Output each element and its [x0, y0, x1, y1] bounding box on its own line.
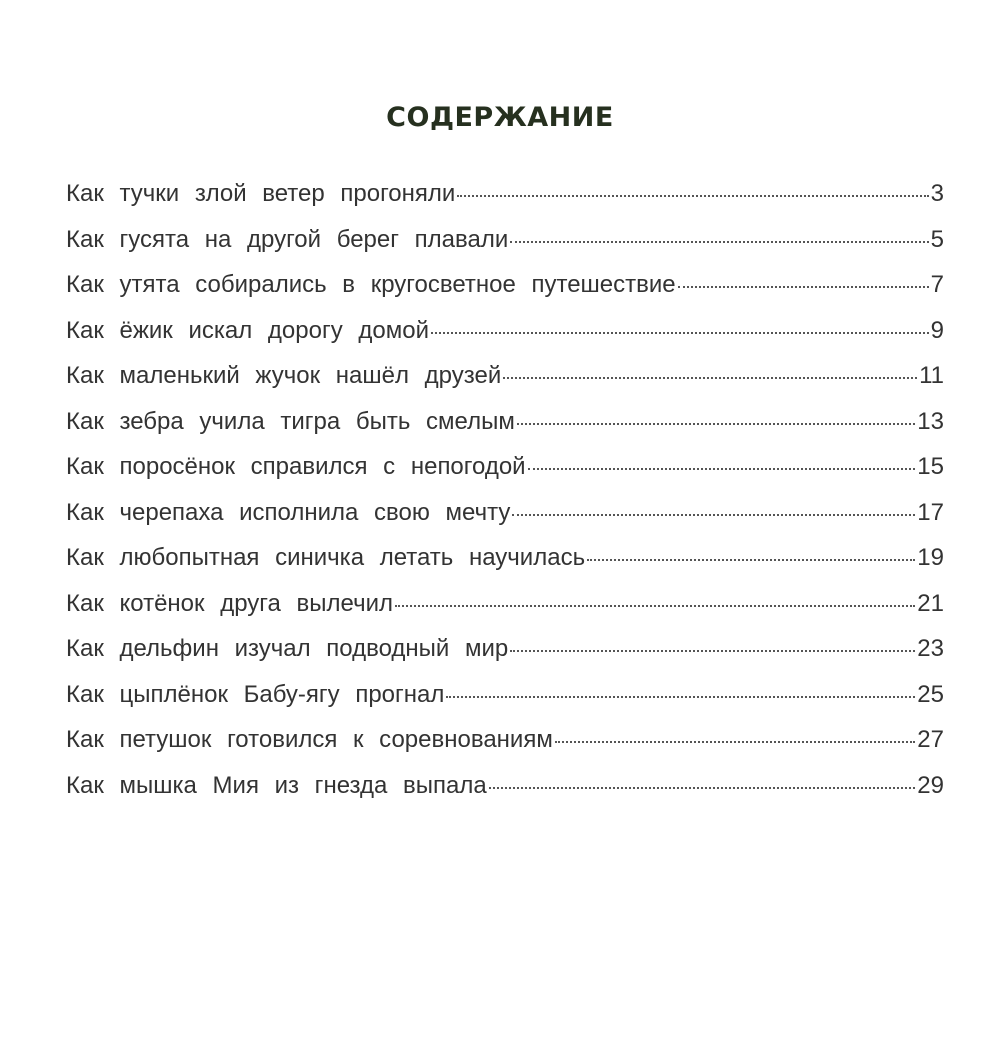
dot-leader	[512, 514, 915, 516]
toc-entry-title: Как поросёнок справился с непогодой	[66, 453, 526, 480]
toc-entry[interactable]	[66, 726, 944, 772]
toc-entry-title: Как петушок готовился к соревнованиям	[66, 726, 553, 753]
dot-leader	[489, 787, 916, 789]
toc-entry-title: Как тучки злой ветер прогоняли	[66, 180, 456, 207]
dot-leader	[678, 286, 929, 288]
dot-leader	[528, 468, 916, 470]
toc-entry[interactable]	[66, 271, 944, 317]
toc-entry-page: 3	[930, 180, 944, 207]
toc-entry[interactable]	[66, 635, 944, 681]
table-of-contents	[66, 180, 944, 817]
dot-leader	[555, 741, 915, 743]
toc-entry-page: 13	[917, 407, 944, 435]
toc-entry-page: 21	[917, 589, 944, 617]
toc-entry-page: 11	[919, 362, 944, 389]
toc-entry[interactable]	[66, 499, 944, 545]
toc-entry[interactable]	[66, 317, 944, 363]
toc-entry[interactable]	[66, 226, 944, 272]
dot-leader	[431, 332, 929, 334]
toc-entry-title: Как зебра учила тигра быть смелым	[66, 407, 515, 435]
toc-entry[interactable]	[66, 453, 944, 499]
toc-entry-title: Как котёнок друга вылечил	[66, 589, 393, 617]
toc-entry-title: Как любопытная синичка летать научилась	[66, 544, 586, 571]
toc-entry-page: 5	[930, 225, 944, 253]
dot-leader	[510, 241, 928, 243]
toc-entry-title: Как цыплёнок Бабу-ягу прогнал	[66, 680, 445, 708]
toc-entry-title: Как ёжик искал дорогу домой	[66, 316, 429, 344]
toc-entry-title: Как черепаха исполнила свою мечту	[66, 498, 511, 526]
toc-entry-title: Как мышка Мия из гнезда выпала	[66, 771, 487, 799]
toc-entry-page: 29	[917, 771, 944, 799]
toc-entry-page: 15	[917, 453, 944, 480]
toc-entry-title: Как маленький жучок нашёл друзей	[66, 362, 502, 389]
dot-leader	[587, 559, 915, 561]
toc-entry-page: 25	[917, 680, 944, 708]
toc-entry[interactable]	[66, 590, 944, 636]
toc-entry-page: 19	[917, 544, 944, 571]
toc-entry-title: Как гусята на другой берег плавали	[66, 225, 509, 253]
dot-leader	[517, 423, 915, 425]
toc-entry-page: 27	[917, 726, 944, 753]
dot-leader	[457, 195, 928, 197]
toc-entry-page: 17	[917, 498, 944, 526]
page-title: СОДЕРЖАНИЕ	[386, 102, 614, 133]
toc-entry[interactable]	[66, 180, 944, 226]
toc-entry[interactable]	[66, 362, 944, 408]
toc-entry-page: 7	[930, 271, 944, 298]
toc-entry[interactable]	[66, 544, 944, 590]
toc-entry-page: 23	[917, 635, 944, 662]
toc-entry-title: Как утята собирались в кругосветное путешествие	[66, 271, 676, 298]
dot-leader	[510, 650, 915, 652]
toc-entry-title: Как дельфин изучал подводный мир	[66, 635, 509, 662]
dot-leader	[395, 605, 915, 607]
dot-leader	[446, 696, 915, 698]
dot-leader	[503, 377, 917, 379]
toc-entry-page: 9	[930, 316, 944, 344]
toc-entry[interactable]	[66, 681, 944, 727]
toc-entry[interactable]	[66, 408, 944, 454]
toc-entry[interactable]	[66, 772, 944, 818]
